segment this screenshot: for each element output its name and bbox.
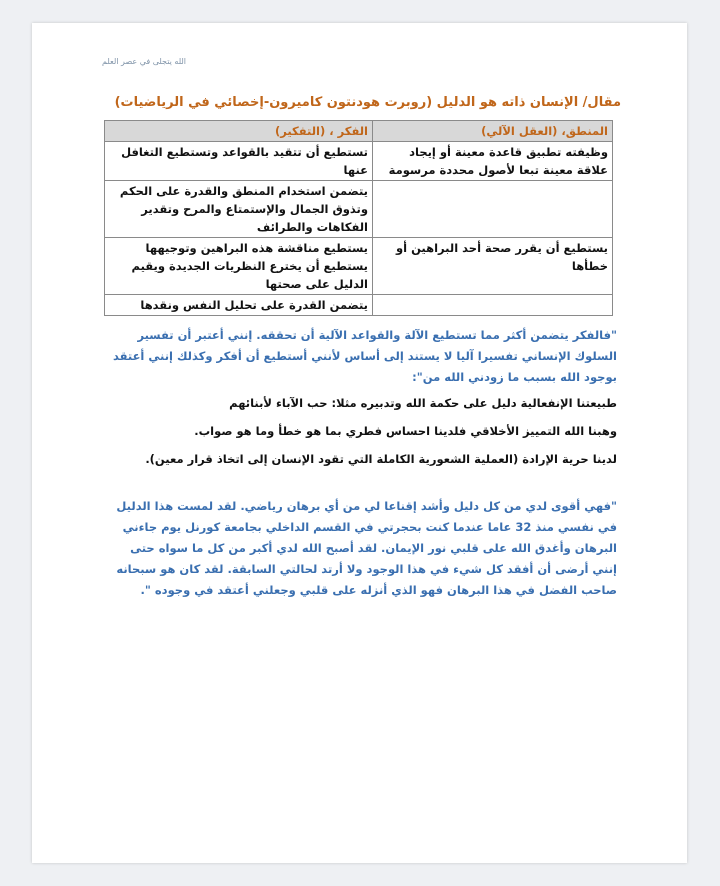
table-cell: يتضمن القدرة على تحليل النفس ونقدها bbox=[105, 295, 373, 316]
table-cell: تستطيع أن تتقيد بالقواعد وتستطيع التغافل عنها bbox=[105, 142, 373, 181]
table-cell bbox=[373, 181, 613, 238]
table-header-thought: الفكر ، (التفكير) bbox=[105, 121, 373, 142]
document-page bbox=[32, 23, 687, 863]
table-cell: يستطيع أن يقرر صحة أحد البراهين أو خطأها bbox=[373, 238, 613, 295]
quote-paragraph: "فالفكر يتضمن أكثر مما تستطيع الآلة والقواعد الآلية أن تحققه. إنني أعتبر أن تفسير السلوك الإنساني تفسيرا آليا لا يستند إلى أساس لأنني أستطيع أن أفكر وكذلك إنني أعتقد بوجود الله بسبب ما زودني الله من": bbox=[112, 328, 617, 384]
body-paragraph: لدينا حرية الإرادة (العملية الشعورية الكاملة التي تقود الإنسان إلى اتخاذ قرار معين). bbox=[145, 452, 617, 466]
table-cell: يتضمن استخدام المنطق والقدرة على الحكم وتذوق الجمال والإستمتاع والمرح وتقدير الفكاهات والطرائف bbox=[105, 181, 373, 238]
table-cell: وظيفته تطبيق قاعدة معينة أو إيجاد علاقة معينة تبعا لأصول محددة مرسومة bbox=[373, 142, 613, 181]
table-header-row bbox=[105, 121, 613, 142]
body-paragraph: وهبنا الله التمييز الأخلاقي فلدينا احساس فطري بما هو خطأ وما هو صواب. bbox=[194, 424, 617, 438]
table-cell bbox=[373, 295, 613, 316]
table-row bbox=[105, 181, 613, 238]
table-cell: يستطيع مناقشة هذه البراهين وتوجيهها يستطيع أن يخترع النظريات الجديدة ويقيم الدليل على صحتها bbox=[105, 238, 373, 295]
table-row bbox=[105, 295, 613, 316]
body-paragraph: طبيعتنا الإنفعالية دليل على حكمة الله وتدبيره مثلا: حب الآباء لأبنائهم bbox=[229, 396, 617, 410]
document-title: مقال/ الإنسان ذاته هو الدليل (روبرت هودنتون كاميرون-إخصائي في الرياضيات) bbox=[114, 95, 621, 110]
quote-paragraph: "فهي أقوى لدي من كل دليل وأشد إقناعا لي من أي برهان رياضي. لقد لمست هذا الدليل في نفسي منذ 32 عاما عندما كنت بحجرتي في القسم الداخلي بجامعة كورنل يوم جاءني البرهان وأغدق الله على قلبي نور الإيمان. لقد أصبح الله لدي أكبر من كل ما سواه حتى إنني أرضى أن أفقد كل شيء في هذا الوجود ولا أرتد لحالتي السابقة. لقد كان هو سبحانه صاحب الفضل في هذا البرهان فهو الذي أنزله على قلبي وجعلني أعتقد في وجوده ". bbox=[116, 499, 617, 597]
header-text: الله يتجلى في عصر العلم bbox=[102, 57, 186, 66]
table-row bbox=[105, 238, 613, 295]
table-row bbox=[105, 142, 613, 181]
comparison-table bbox=[104, 120, 613, 316]
table-header-logic: المنطق، (العقل الآلي) bbox=[373, 121, 613, 142]
